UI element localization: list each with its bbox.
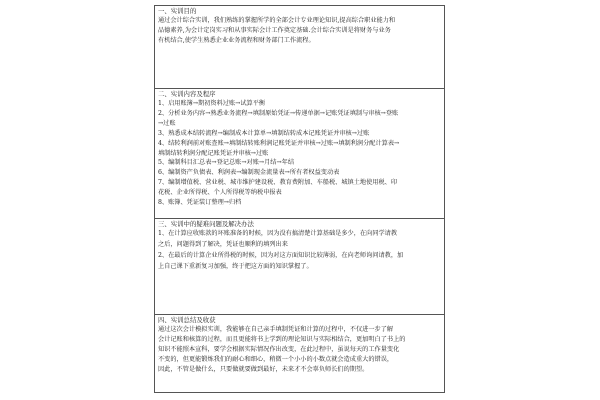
text-line: 通过这次会计模拟实训，我能够在自己亲手填制凭证和计算的过程中，不仅进一步了解 [158, 326, 394, 333]
section-summary [155, 314, 444, 392]
text-line: 1、启用账簿→期初资料过账→试算平衡 [158, 100, 266, 107]
section-problems-solutions [155, 218, 444, 314]
text-line: 1、在计算应收账款的坏账准备的时候，因为没有搞清楚计算基础是多少，在向同学请教 [158, 230, 398, 237]
text-line: 因此，不管是做什么，只要做就要做到最好，未来才不会辜负师长们的期望。 [158, 365, 369, 373]
section-purpose [155, 6, 444, 88]
section-content-procedure [155, 88, 444, 218]
text-line: 之后，问题得到了解决，凭证也顺利的填列出来 [158, 240, 288, 248]
text-line: 2、分析业务内容→熟悉业务流程→填制原始凭证→传递单据→记账凭证填制与审核→登账 [158, 109, 399, 117]
section-title: 一、实训目的 [158, 7, 197, 15]
section-title: 二、实训内容及程序 [158, 90, 216, 98]
text-line: 品德素养,为会计定岗实习和从事实际会计工作奠定基础.会计综合实训是将财务与业务 [158, 26, 391, 34]
section-title: 三、实训中的疑难问题及解决办法 [158, 220, 254, 228]
text-line: 填制结转利润分配记账凭证并审核→过账 [158, 149, 269, 157]
text-line: 7、编制增值税、营业税、城市维护建设税、教育费附加、车船税、城镇土地使用税、印 [158, 179, 398, 187]
text-line: 2、在最后的计算企业所得税的时候，因为对这方面知识比较薄弱，在向老师询问请教，加 [158, 251, 404, 259]
text-line: 8、账簿、凭证装订整理→归档 [158, 199, 242, 207]
text-line: 6、编制资产负债表、利润表→编制现金流量表→所有者权益变动表 [158, 169, 340, 177]
text-line: 上自己课下重新复习加强，终于把这方面的知识掌握了。 [158, 262, 313, 270]
text-line: 4、结转利润前对账查账→填制结转账利润记账凭证并审核→过账→填制利润分配计算表→ [158, 139, 400, 147]
text-line: 知识不能照本宣科，要学会根据实际情况作出改变，在此过程中，虽说每天的工作量变化 [158, 345, 400, 353]
text-line: 会计记账和核算的过程，而且更能将书上学到的理论知识与实际相结合，更加明白了书上的 [158, 335, 406, 343]
text-line: 通过会计综合实训，我们熟练的掌握所学的全部会计专业理论知识,提高综合职业能力和 [158, 17, 396, 24]
report-document [154, 5, 445, 393]
text-line: 5、编制科目汇总表→登记总账→对账→月结→年结 [158, 159, 295, 167]
text-line: 3、熟悉成本结转流程→编制成本计算单→填制结转成本记账凭证并审核→过账 [158, 129, 370, 137]
section-title: 四、实训总结及收获 [158, 316, 216, 324]
text-line: 不变的，但更能锻炼我们的耐心和细心，稍微一个小小的小数点就会造成重大的错误， [158, 355, 394, 363]
text-line: 有机结合,使学生熟悉企业业务流程和财务部门工作流程。 [158, 36, 315, 44]
text-line: →过账 [158, 119, 176, 127]
text-line: 花税、企业所得税、个人所得税等纳税申报表 [158, 189, 282, 197]
